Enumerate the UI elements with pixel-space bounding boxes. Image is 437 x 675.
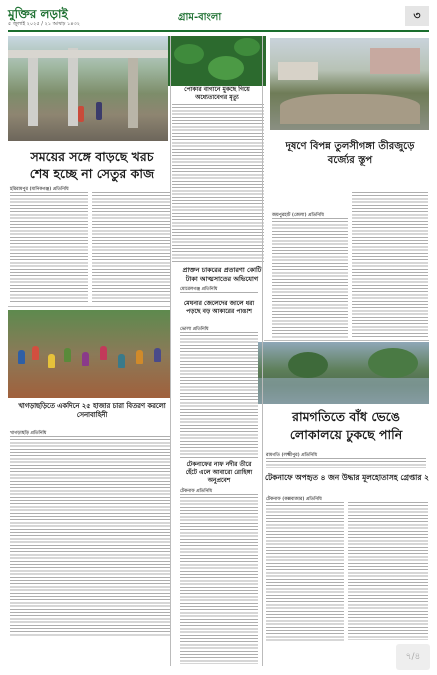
army-body [10,436,170,636]
column-rule [262,36,263,666]
fraud-byline: মোরেলগঞ্জ প্রতিনিধি [180,287,218,292]
page-number: ৩ [405,6,429,26]
embankment-body [266,458,426,468]
bridge-byline: হরিরামপুর (মানিকগঞ্জ) প্রতিনিধি [10,187,69,192]
sapling-distribution-photo [8,310,171,398]
meghna-body [180,332,258,458]
meghna-byline: ভোলা প্রতিনিধি [180,327,209,332]
teknaf-river-body [180,494,258,664]
army-headline[interactable]: খাগড়াছড়িতে একদিনে ২৫ হাজার চারা বিতরণ করলো সেনাবাহিনী [18,402,166,419]
section-rule [264,340,429,341]
rescue-body-col2 [348,502,428,640]
flood-photo [258,342,429,404]
fraud-headline[interactable]: প্রাক্তন চাকরের প্রতারণা কোটি টাকা আত্মসাতের অভিযোগ [182,266,262,283]
bridge-body-col2 [92,192,170,304]
column-rule [170,36,171,666]
army-byline: খাগড়াছড়ি প্রতিনিধি [10,431,47,436]
tea-garden-photo [168,36,266,86]
river-dump-photo [270,38,429,130]
bridge-headline[interactable]: সময়ের সঙ্গে বাড়ছে খরচ শেষ হচ্ছে না সেতুর কাজ [29,149,155,181]
rescue-headline[interactable]: টেকনাফে অপহৃত ৪ জন উদ্ধার মূলহোতাসহ গ্রেপ্তার ২ [265,473,429,482]
dump-body-col1 [272,218,348,338]
dump-headline[interactable]: দূষণে বিপন্ন তুলসীগঙ্গা তীরজুড়ে বর্জ্যের স্তূপ [285,141,415,166]
bridge-photo [8,36,168,141]
tea-garden-body [172,104,264,264]
dump-body-col2 [352,192,428,338]
newspaper-logo: মুক্তির লড়াই [8,7,68,21]
page-corner-mark: ৭/৪ [396,644,430,670]
dump-byline: জয়পুরহাট (জেলা) প্রতিনিধি [272,213,324,218]
section-title: গ্রাম-বাংলা [178,12,222,23]
teknaf-river-byline: টেকনাফ প্রতিনিধি [180,489,213,494]
teknaf-river-headline[interactable]: টেকনাফের নাফ নদীর তীরে হেঁটে এলে আবারো রোহিঙ্গা অনুপ্রবেশ [185,461,253,484]
issue-date: ৫ জুলাই ২০২৫ / ২১ আষাঢ় ১৪৩২ [8,21,80,27]
section-rule [8,306,170,307]
rescue-byline: টেকনাফ (কক্সবাজার) প্রতিনিধি [266,497,322,502]
meghna-headline[interactable]: মেঘনার জেলেদের জালে ধরা পড়ছে বড় আকারের পাঙাশ [183,300,255,315]
tea-garden-headline[interactable]: পোকার বাগানে মুকছে গিয়ে অধ্যেতাবেগর মৃত্যু [184,86,250,101]
rescue-body-col1 [266,502,344,642]
bridge-body-col1 [10,192,88,304]
embankment-byline: রামগতি (লক্ষ্মীপুর) প্রতিনিধি [266,453,318,458]
embankment-headline[interactable]: রামগতিতে বাঁধ ভেঙে লোকালয়ে ঢুকছে পানি [289,409,403,442]
fraud-body [180,292,258,294]
masthead [8,6,429,32]
